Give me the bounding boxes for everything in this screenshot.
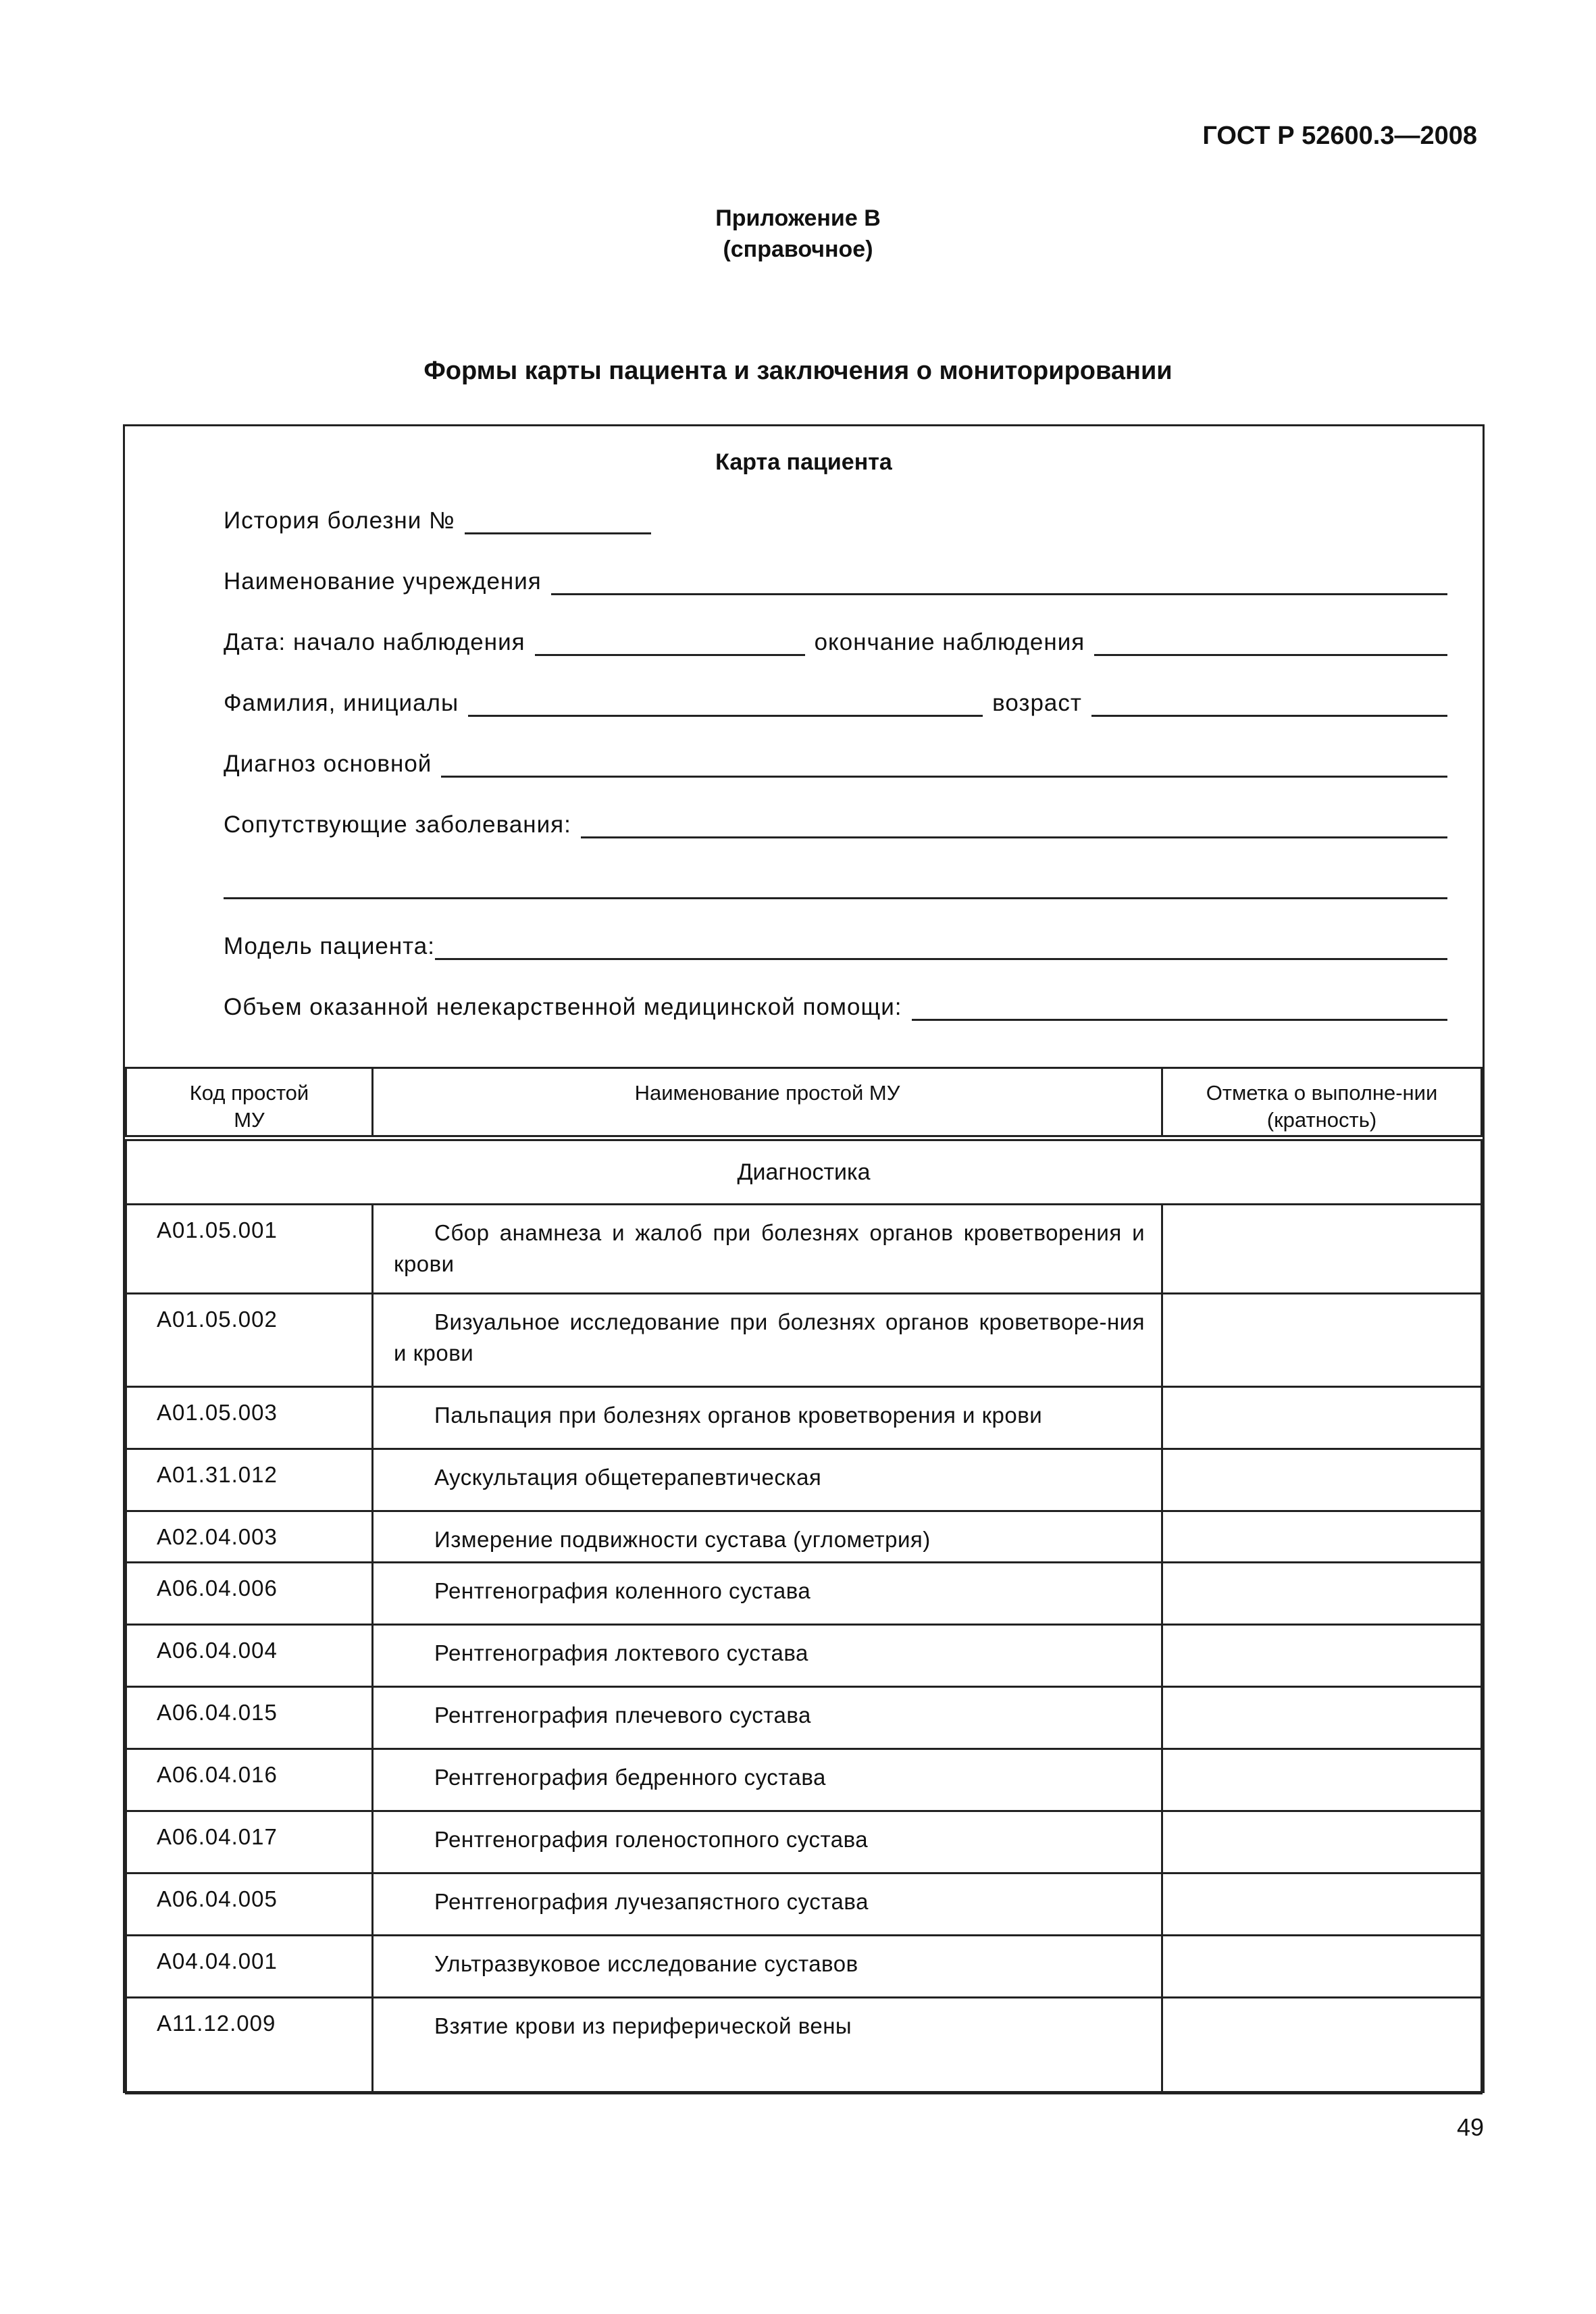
row-name: Взятие крови из периферической вены <box>373 1998 1162 2094</box>
table-row <box>126 1387 1482 1449</box>
volume-field <box>224 987 1447 1021</box>
table-row <box>126 1749 1482 1811</box>
comorbid-extra-input-line[interactable] <box>224 869 1447 899</box>
row-mark-cell[interactable] <box>1162 1387 1482 1449</box>
history-field <box>224 501 1447 534</box>
patient-card-form <box>123 424 1485 2093</box>
row-code: А01.05.003 <box>126 1387 373 1449</box>
table-row <box>126 1998 1482 2094</box>
institution-label: Наименование учреждения <box>224 568 542 595</box>
row-name: Пальпация при болезнях органов кроветворения и крови <box>373 1387 1162 1449</box>
institution-input-line[interactable] <box>551 565 1447 595</box>
age-label: возраст <box>992 690 1082 716</box>
row-mark-cell[interactable] <box>1162 1625 1482 1687</box>
model-input-line[interactable] <box>435 930 1447 960</box>
table-row <box>126 1563 1482 1625</box>
date-end-label: окончание наблюдения <box>814 629 1085 655</box>
row-name: Рентгенография бедренного сустава <box>373 1749 1162 1811</box>
card-title: Карта пациента <box>715 449 892 475</box>
comorbid-input-line[interactable] <box>581 808 1447 838</box>
row-mark-cell[interactable] <box>1162 1511 1482 1563</box>
row-mark-cell[interactable] <box>1162 1687 1482 1749</box>
services-table-body <box>126 1068 1482 2094</box>
row-code: А01.05.001 <box>126 1205 373 1294</box>
header-mark-text: Отметка о выполне-нии (кратность) <box>1206 1081 1438 1132</box>
history-label: История болезни № <box>224 507 455 534</box>
date-end-input-line[interactable] <box>1094 626 1447 656</box>
comorbid-extra-field <box>224 865 1447 899</box>
row-mark-cell[interactable] <box>1162 1449 1482 1511</box>
table-row <box>126 1936 1482 1998</box>
row-name: Рентгенография плечевого сустава <box>373 1687 1162 1749</box>
volume-label: Объем оказанной нелекарственной медицинской помощи: <box>224 994 902 1020</box>
table-row <box>126 1511 1482 1563</box>
row-code: А06.04.015 <box>126 1687 373 1749</box>
row-mark-cell[interactable] <box>1162 1294 1482 1387</box>
row-mark-cell[interactable] <box>1162 1563 1482 1625</box>
page-number: 49 <box>1456 2113 1484 2141</box>
page-title: Формы карты пациента и заключения о мониторировании <box>423 357 1173 385</box>
row-code: А02.04.003 <box>126 1511 373 1563</box>
annex-heading <box>0 203 1596 265</box>
row-mark-cell[interactable] <box>1162 1873 1482 1936</box>
row-mark-cell[interactable] <box>1162 1811 1482 1873</box>
header-name: Наименование простой МУ <box>373 1068 1162 1138</box>
model-label: Модель пациента: <box>224 933 435 959</box>
volume-input-line[interactable] <box>912 990 1447 1021</box>
document-code: ГОСТ Р 52600.3—2008 <box>1202 122 1477 150</box>
date-start-input-line[interactable] <box>535 626 805 656</box>
diagnosis-field <box>224 744 1447 778</box>
diagnosis-input-line[interactable] <box>441 747 1447 778</box>
name-input-line[interactable] <box>468 686 983 717</box>
name-label: Фамилия, инициалы <box>224 690 459 716</box>
row-name: Рентгенография голеностопного сустава <box>373 1811 1162 1873</box>
date-start-label: Дата: начало наблюдения <box>224 629 525 655</box>
row-name: Измерение подвижности сустава (углометрия) <box>373 1511 1162 1563</box>
row-mark-cell[interactable] <box>1162 1936 1482 1998</box>
row-code: А06.04.017 <box>126 1811 373 1873</box>
section-diagnostics: Диагностика <box>126 1138 1482 1205</box>
model-field <box>224 926 1447 960</box>
row-code: А06.04.016 <box>126 1749 373 1811</box>
row-code: А06.04.006 <box>126 1563 373 1625</box>
date-field <box>224 622 1447 656</box>
comorbid-label: Сопутствующие заболевания: <box>224 811 571 838</box>
row-name: Рентгенография лучезапястного сустава <box>373 1873 1162 1936</box>
row-name: Рентгенография локтевого сустава <box>373 1625 1162 1687</box>
row-code: А01.05.002 <box>126 1294 373 1387</box>
diagnosis-label: Диагноз основной <box>224 751 432 777</box>
comorbid-field <box>224 805 1447 838</box>
row-code: А11.12.009 <box>126 1998 373 2094</box>
table-row <box>126 1294 1482 1387</box>
row-name: Аускультация общетерапевтическая <box>373 1449 1162 1511</box>
row-code: А04.04.001 <box>126 1936 373 1998</box>
row-code: А06.04.005 <box>126 1873 373 1936</box>
row-mark-cell[interactable] <box>1162 1998 1482 2094</box>
header-code <box>126 1068 373 1138</box>
row-name: Визуальное исследование при болезнях органов кроветворе-ния и крови <box>373 1294 1162 1387</box>
table-row <box>126 1873 1482 1936</box>
table-row <box>126 1205 1482 1294</box>
annex-label: Приложение В <box>715 205 881 231</box>
header-mark <box>1162 1068 1482 1138</box>
header-code-text: Код простой МУ <box>189 1081 309 1132</box>
row-name: Ультразвуковое исследование суставов <box>373 1936 1162 1998</box>
name-field <box>224 683 1447 717</box>
history-input-line[interactable] <box>465 504 651 534</box>
table-row <box>126 1625 1482 1687</box>
row-code: А01.31.012 <box>126 1449 373 1511</box>
row-mark-cell[interactable] <box>1162 1205 1482 1294</box>
section-row <box>126 1138 1482 1205</box>
annex-type: (справочное) <box>723 236 873 262</box>
age-input-line[interactable] <box>1091 686 1447 717</box>
row-name: Рентгенография коленного сустава <box>373 1563 1162 1625</box>
row-code: А06.04.004 <box>126 1625 373 1687</box>
table-row <box>126 1687 1482 1749</box>
table-row <box>126 1449 1482 1511</box>
institution-field <box>224 561 1447 595</box>
services-table <box>125 1067 1483 2094</box>
table-header-row <box>126 1068 1482 1138</box>
row-mark-cell[interactable] <box>1162 1749 1482 1811</box>
row-name: Сбор анамнеза и жалоб при болезнях органов кроветворения и крови <box>373 1205 1162 1294</box>
table-row <box>126 1811 1482 1873</box>
